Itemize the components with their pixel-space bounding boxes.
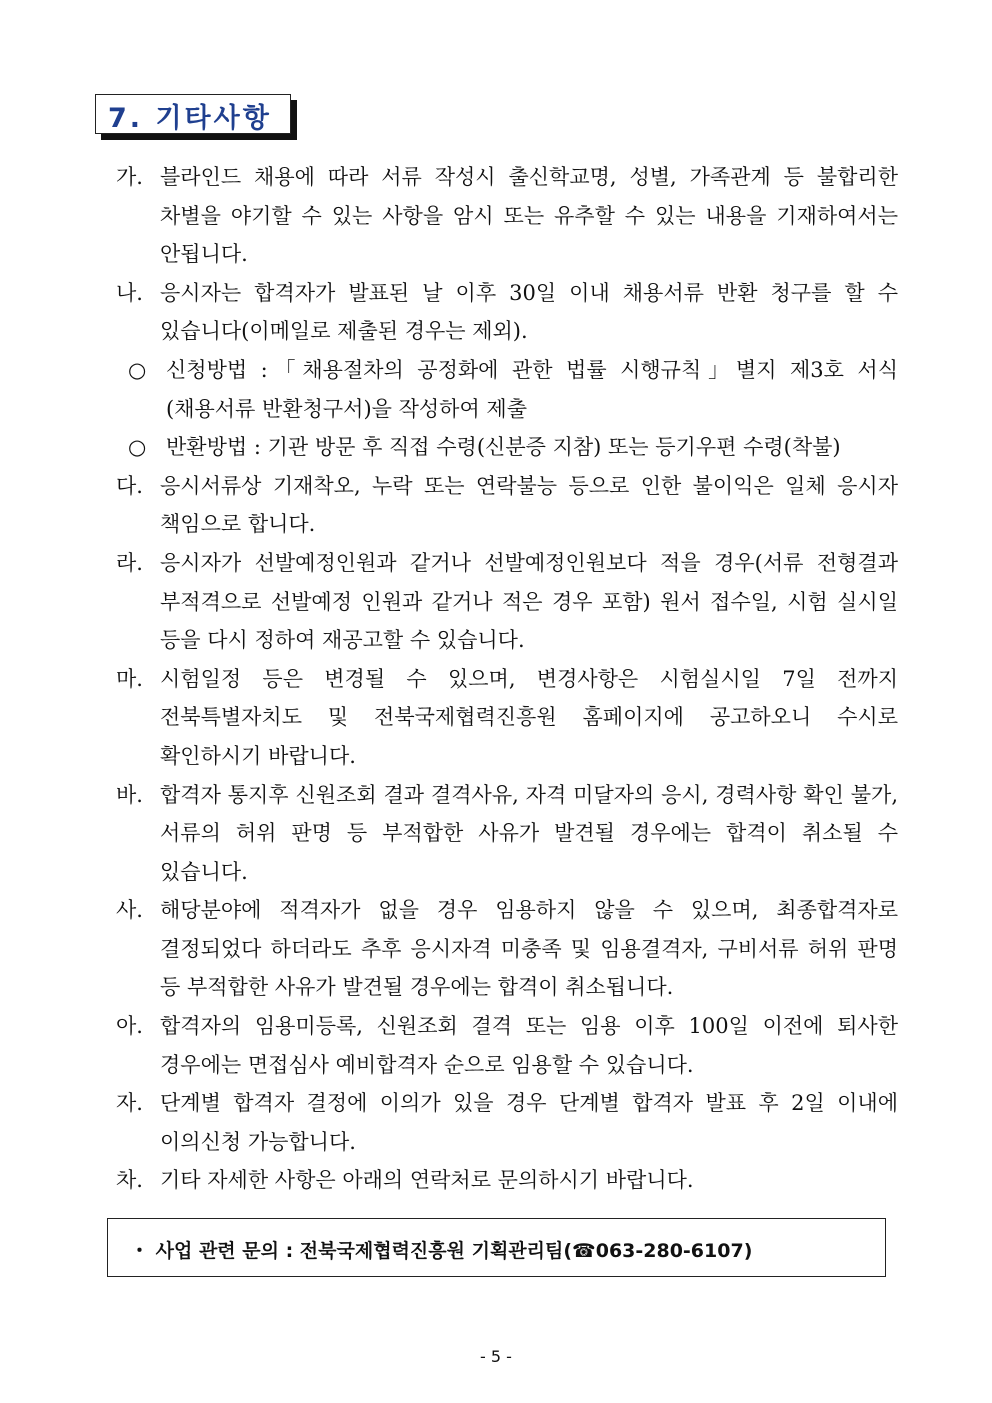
item-marker: 아. xyxy=(116,1014,143,1039)
item-marker: 가. xyxy=(116,165,143,189)
item-text: 합격자의 임용미등록, 신원조회 결격 또는 임용 이후 100일 이전에 퇴사한 경우에는 면접심사 예비합격자 순으로 임용할 수 있습니다. xyxy=(160,1014,898,1077)
list-item xyxy=(116,467,898,544)
item-text: 응시자는 합격자가 발표된 날 이후 30일 이내 채용서류 반환 청구를 할 수 있습니다(이메일로 제출된 경우는 제외). xyxy=(160,280,898,344)
list-item xyxy=(116,660,898,776)
section-title: 7. 기타사항 xyxy=(108,103,272,134)
list-item xyxy=(116,158,898,274)
item-marker: 바. xyxy=(116,782,143,807)
list-item xyxy=(116,274,898,351)
sub-item-text: 반환방법 : 기관 방문 후 직접 수령(신분증 지참) 또는 등기우편 수령(착불) xyxy=(166,435,841,460)
item-marker: 사. xyxy=(116,898,143,923)
list-item xyxy=(116,1161,898,1200)
list-item xyxy=(116,1084,898,1161)
list-item xyxy=(116,891,898,1007)
item-text: 단계별 합격자 결정에 이의가 있을 경우 단계별 합격자 발표 후 2일 이내에 이의신청 가능합니다. xyxy=(160,1091,898,1154)
circle-bullet-icon: ○ xyxy=(128,357,147,382)
item-text: 해당분야에 적격자가 없을 경우 임용하지 않을 수 있으며, 최종합격자로 결정되었다 하더라도 추후 응시자격 미충족 및 임용결격자, 구비서류 허위 판명 등 부적합한 사유가 발견될 경우에는 합격이 취소됩니다. xyxy=(160,898,898,1000)
page-number: - 5 - xyxy=(480,1347,512,1366)
sub-item-application-method xyxy=(116,351,898,428)
item-marker: 다. xyxy=(116,473,143,498)
notice-list xyxy=(116,158,898,1200)
item-marker: 자. xyxy=(116,1091,143,1116)
list-item xyxy=(116,544,898,660)
item-text: 블라인드 채용에 따라 서류 작성시 출신학교명, 성별, 가족관계 등 불합리한 차별을 야기할 수 있는 사항을 암시 또는 유추할 수 있는 내용을 기재하여서는 안됩니다. xyxy=(160,165,898,267)
circle-bullet-icon: ○ xyxy=(128,435,147,460)
section-heading-box xyxy=(95,94,291,134)
contact-text: ・ 사업 관련 문의 : 전북국제협력진흥원 기획관리팀(☎063-280-6107) xyxy=(130,1240,753,1262)
item-text: 합격자 통지후 신원조회 결과 결격사유, 자격 미달자의 응시, 경력사항 확인 불가, 서류의 허위 판명 등 부적합한 사유가 발견될 경우에는 합격이 취소될 수 있습니다. xyxy=(160,782,898,884)
item-text: 시험일정 등은 변경될 수 있으며, 변경사항은 시험실시일 7일 전까지 전북특별자치도 및 전북국제협력진흥원 홈페이지에 공고하오니 수시로 확인하시기 바랍니다. xyxy=(160,666,898,768)
contact-info-box xyxy=(107,1218,886,1277)
list-item xyxy=(116,776,898,892)
item-marker: 차. xyxy=(116,1168,143,1193)
item-marker: 라. xyxy=(116,550,143,575)
item-text: 기타 자세한 사항은 아래의 연락처로 문의하시기 바랍니다. xyxy=(160,1168,694,1193)
item-text: 응시서류상 기재착오, 누락 또는 연락불능 등으로 인한 불이익은 일체 응시자 책임으로 합니다. xyxy=(160,473,898,537)
sub-item-return-method xyxy=(116,428,898,467)
sub-item-text: 신청방법 :「채용절차의 공정화에 관한 법률 시행규칙」별지 제3호 서식(채용서류 반환청구서)을 작성하여 제출 xyxy=(166,357,898,421)
item-marker: 마. xyxy=(116,666,143,691)
item-text: 응시자가 선발예정인원과 같거나 선발예정인원보다 적을 경우(서류 전형결과 부적격으로 선발예정 인원과 같거나 적은 경우 포함) 원서 접수일, 시험 실시일 등을 다시 정하여 재공고할 수 있습니다. xyxy=(160,550,898,653)
item-marker: 나. xyxy=(116,280,143,305)
list-item xyxy=(116,1007,898,1084)
